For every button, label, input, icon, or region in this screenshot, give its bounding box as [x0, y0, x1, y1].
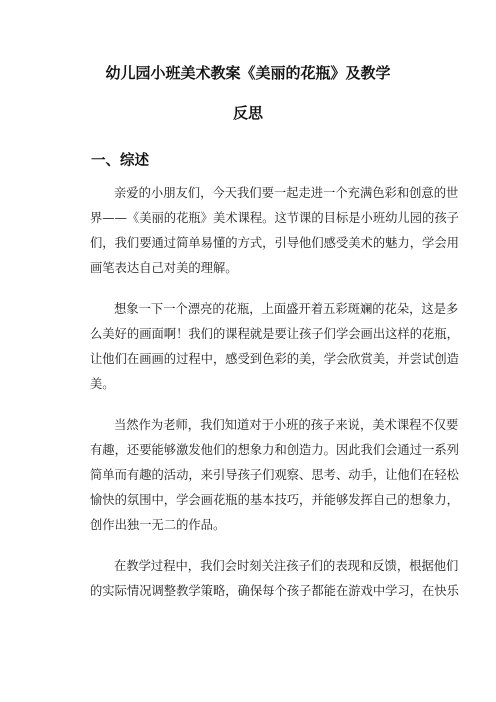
paragraph-2-line-2: 么美好的画面啊！我们的课程就是要让孩子们学会画出这样的花瓶，	[90, 327, 459, 341]
paragraph-1-line-3: 们，我们要通过简单易懂的方式，引导他们感受美术的魅力，学会用	[90, 236, 459, 250]
paragraph-3-line-2: 有趣，还要能够激发他们的想象力和创造力。因此我们会通过一系列	[90, 443, 459, 457]
paragraph-3-line-3: 简单而有趣的活动，来引导孩子们观察、思考、动手，让他们在轻松	[90, 468, 459, 482]
paragraph-2-line-3: 让他们在画画的过程中，感受到色彩的美，学会欣赏美，并尝试创造	[90, 352, 459, 366]
document-title-line-1: 幼儿园小班美术教案《美丽的花瓶》及教学	[105, 64, 391, 82]
paragraph-1-line-2: 界——《美丽的花瓶》美术课程。这节课的目标是小班幼儿园的孩子	[90, 211, 459, 225]
paragraph-1-line-4: 画笔表达自己对美的理解。	[90, 261, 238, 275]
section-heading: 一、综述	[91, 153, 149, 169]
paragraph-2-line-1: 想象一下一个漂亮的花瓶，上面盛开着五彩斑斓的花朵，这是多	[114, 302, 459, 316]
paragraph-3-line-4: 愉快的氛围中，学会画花瓶的基本技巧，并能够发挥自己的想象力，	[90, 493, 459, 507]
paragraph-4-line-1: 在教学过程中，我们会时刻关注孩子们的表现和反馈，根据他们	[114, 559, 459, 573]
paragraph-2-line-4: 美。	[90, 377, 115, 391]
paragraph-3-line-5: 创作出独一无二的作品。	[90, 518, 226, 532]
paragraph-3-line-1: 当然作为老师，我们知道对于小班的孩子来说，美术课程不仅要	[114, 418, 459, 432]
paragraph-4-line-2: 的实际情况调整教学策略，确保每个孩子都能在游戏中学习，在快乐	[90, 584, 459, 598]
document-title-line-2: 反思	[232, 104, 263, 122]
paragraph-1-line-1: 亲爱的小朋友们，今天我们要一起走进一个充满色彩和创意的世	[114, 186, 459, 200]
